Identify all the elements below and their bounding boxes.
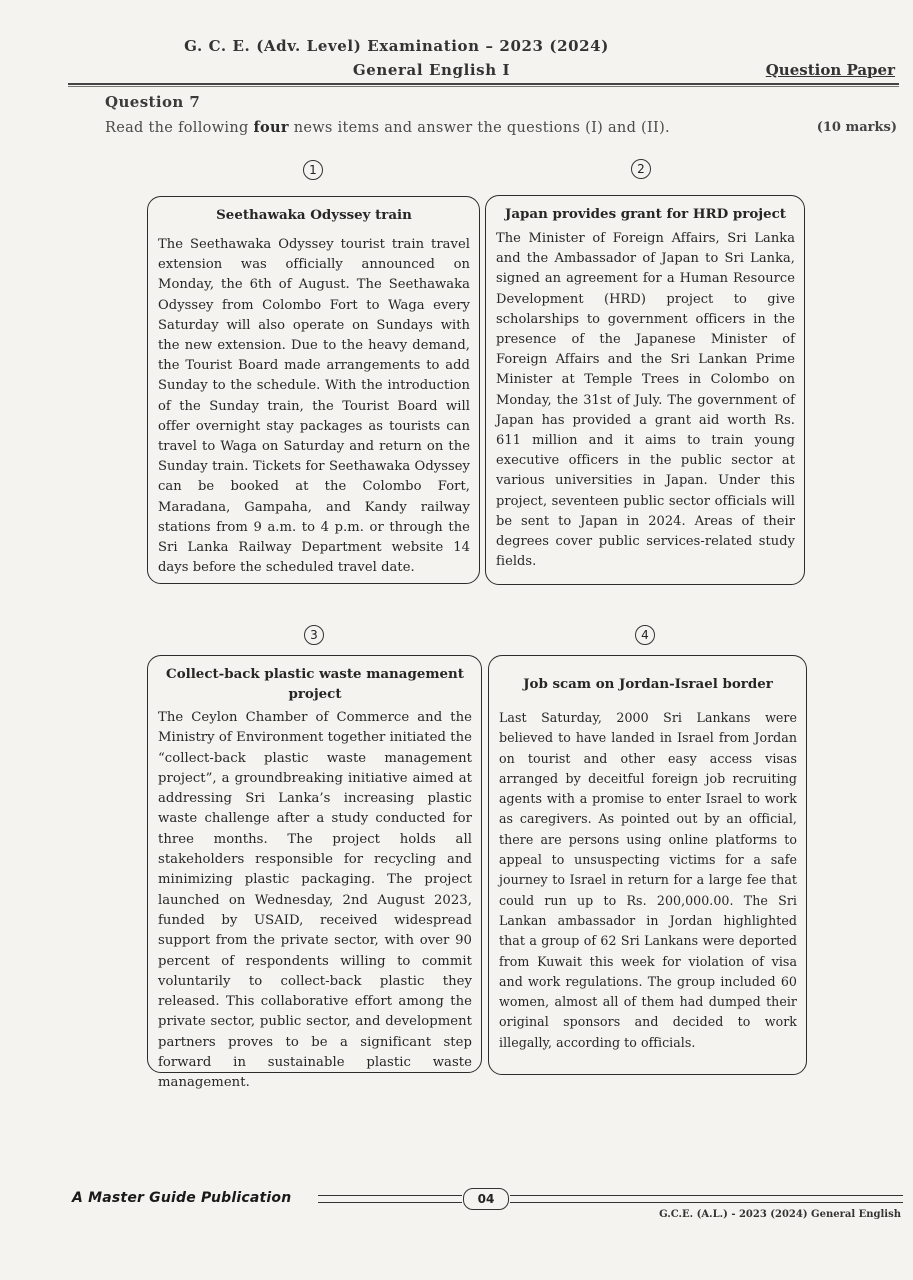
item-number-marker-3: 3 xyxy=(304,625,324,645)
item-number-marker-1: 1 xyxy=(303,160,323,180)
header-divider xyxy=(68,83,899,85)
news-headline: Collect-back plastic waste management project xyxy=(166,666,464,702)
footer-rule-right xyxy=(510,1195,903,1203)
news-item-2 xyxy=(485,195,805,585)
page-number: 04 xyxy=(463,1188,509,1210)
news-body: The Ceylon Chamber of Commerce and the Ministry of Environment together initiated the “collect-back plastic waste management project”, a groundbreaking initiative aimed at addressing Sri Lanka’s increasing plastic waste challenge after a study conducted for three months. The project holds all stakeholders responsible for recycling and minimizing plastic packaging. The project launched on Wednesday, 2nd August 2023, funded by USAID, received widespread support from the private sector, with over 90 percent of respondents willing to commit voluntarily to collect-back plastic they released. This collaborative effort among the private sector, public sector, and development partners proves to be a significant step forward in sustainable plastic waste management. xyxy=(158,710,472,1091)
question-number: Question 7 xyxy=(105,93,201,111)
footer-publisher: A Master Guide Publication xyxy=(72,1190,292,1206)
news-item-3 xyxy=(147,655,482,1091)
news-headline: Japan provides grant for HRD project xyxy=(505,206,786,222)
footer-running-title: G.C.E. (A.L.) - 2023 (2024) General English xyxy=(659,1209,901,1220)
subject-title: General English I xyxy=(352,61,511,79)
question-instruction xyxy=(105,119,670,136)
paper-type-label: Question Paper xyxy=(765,61,895,79)
item-number-marker-4: 4 xyxy=(635,625,655,645)
news-headline: Job scam on Jordan-Israel border xyxy=(523,676,773,692)
news-body: The Minister of Foreign Affairs, Sri Lanka and the Ambassador of Japan to Sri Lanka, signed an agreement for a Human Resource Development (HRD) project to give scholarships to government officers in the presence of the Japanese Minister of Foreign Affairs and the Sri Lankan Prime Minister at Temple Trees in Colombo on Monday, the 31st of July. The government of Japan has provided a grant aid worth Rs. 611 million and it aims to train young executive officers in the public sector at various universities in Japan. Under this project, seventeen public sector officials will be sent to Japan in 2024. Areas of their degrees cover public services-related study fields. xyxy=(496,231,795,570)
item-number-marker-2: 2 xyxy=(631,159,651,179)
instruction-text-end: news items and answer the questions (I) and (II). xyxy=(288,120,670,136)
exam-title: G. C. E. (Adv. Level) Examination – 2023 (2024) xyxy=(184,37,609,55)
instruction-text-start: Read the following xyxy=(105,120,254,136)
header-divider-thin xyxy=(68,86,899,87)
news-body: The Seethawaka Odyssey tourist train travel extension was officially announced on Monday, the 6th of August. The Seethawaka Odyssey from Colombo Fort to Waga every Saturday will also operate on Sundays with the new extension. Due to the heavy demand, the Tourist Board made arrangements to add Sunday to the schedule. With the introduction of the Sunday train, the Tourist Board will offer overnight stay packages as tourists can travel to Waga on Saturday and return on the Sunday train. Tickets for Seethawaka Odyssey can be booked at the Colombo Fort, Maradana, Gampaha, and Kandy railway stations from 9 a.m. to 4 p.m. or through the Sri Lanka Railway Department website 14 days before the scheduled travel date. xyxy=(158,237,470,576)
instruction-emphasis: four xyxy=(253,119,289,136)
news-item-4 xyxy=(488,655,807,1075)
news-body: Last Saturday, 2000 Sri Lankans were believed to have landed in Israel from Jordan on tourist and other easy access visas arranged by deceitful foreign job recruiting agents with a promise to enter Israel to work as caregivers. As pointed out by an official, there are persons using online platforms to appeal to unsuspecting victims for a safe journey to Israel in return for a large fee that could run up to Rs. 200,000.00. The Sri Lankan ambassador in Jordan highlighted that a group of 62 Sri Lankans were deported from Kuwait this week for violation of visa and work regulations. The group included 60 women, almost all of them had dumped their original sponsors and decided to work illegally, according to officials. xyxy=(499,710,797,1050)
marks-label: (10 marks) xyxy=(816,120,897,135)
footer-rule-left xyxy=(318,1195,462,1203)
news-headline: Seethawaka Odyssey train xyxy=(216,207,412,223)
news-item-1 xyxy=(147,196,480,584)
